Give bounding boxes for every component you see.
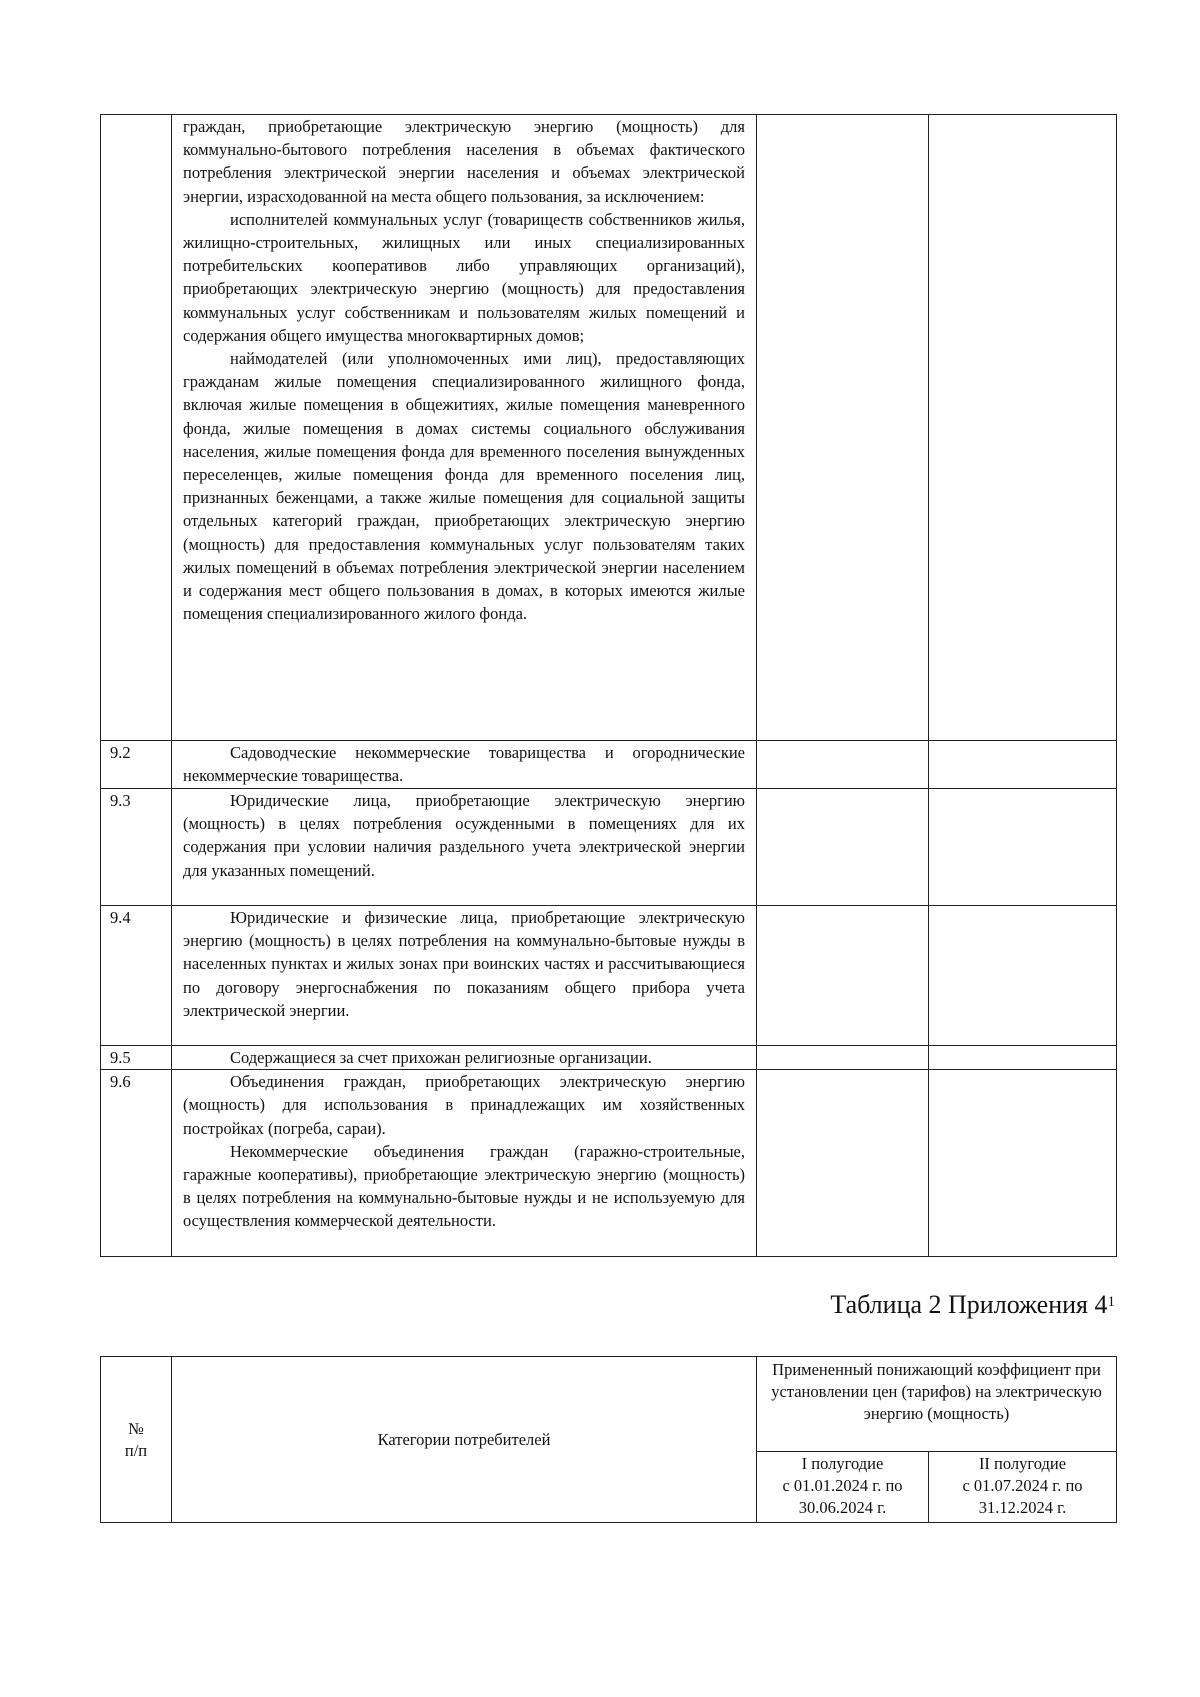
category-paragraph: Юридические лица, приобретающие электрическую энергию (мощность) в целях потребления осужденными в помещениях для их содержания при условии наличия раздельного учета электрической энергии для указанных помещений. <box>183 791 745 880</box>
coefficient-h1-cell <box>757 115 929 741</box>
period-label: II полугодие <box>978 1454 1067 1473</box>
category-paragraph: Юридические и физические лица, приобретающие электрическую энергию (мощность) в целях потребления на коммунально-бытовые нужды в населенных пунктах и жилых зонах при воинских частях и рассчитывающиеся по договору энергоснабжения по показаниям общего прибора учета электрической энергии. <box>183 908 745 1020</box>
row-number-cell: 9.5 <box>101 1046 172 1070</box>
header-number-abbrev: п/п <box>124 1440 148 1460</box>
row-number-cell: 9.6 <box>101 1070 172 1257</box>
row-number-cell: 9.3 <box>101 789 172 906</box>
category-cell <box>172 741 757 789</box>
category-cell <box>172 115 757 741</box>
row-number-cell: 9.4 <box>101 906 172 1046</box>
table-row <box>101 906 1117 1046</box>
table-row <box>101 789 1117 906</box>
coefficient-h1-cell <box>757 741 929 789</box>
coefficient-h1-cell <box>757 906 929 1046</box>
header-period-h1 <box>757 1452 929 1523</box>
caption-text: Таблица 2 Приложения 4 <box>830 1290 1108 1319</box>
category-paragraph: Объединения граждан, приобретающих электрическую энергию (мощность) для использования в принадлежащих им хозяйственных постройках (погреба, сараи). <box>183 1072 745 1138</box>
table-row <box>101 741 1117 789</box>
category-cell <box>172 906 757 1046</box>
row-number-cell <box>101 115 172 741</box>
coefficient-h2-cell <box>929 741 1117 789</box>
category-cell <box>172 789 757 906</box>
coefficient-h1-cell <box>757 1070 929 1257</box>
coefficient-h2-cell <box>929 115 1117 741</box>
consumer-categories-table-continued <box>100 114 1117 1257</box>
period-label: I полугодие <box>801 1454 884 1473</box>
category-paragraph: исполнителей коммунальных услуг (товариществ собственников жилья, жилищно-строительных, жилищных или иных специализированных потребительских кооперативов либо управляющих организаций), приобретающих электрическую энергию (мощность) для предоставления коммунальных услуг собственникам и пользователям жилых помещений и содержания общего имущества многоквартирных домов; <box>183 209 745 345</box>
period-end: 31.12.2024 г. <box>978 1498 1067 1517</box>
category-paragraph: наймодателей (или уполномоченных ими лиц), предоставляющих гражданам жилые помещения специализированного жилищного фонда, включая жилые помещения в общежитиях, жилые помещения маневренного фонда, жилые помещения в домах системы социального обслуживания населения, жилые помещения фонда для временного поселения вынужденных переселенцев, жилые помещения фонда для временного поселения лиц, признанных беженцами, а также жилые помещения для социальной защиты отдельных категорий граждан, приобретающих электрическую энергию (мощность) для предоставления коммунальных услуг пользователям таких жилых помещений в объемах потребления электрической энергии населением и содержания мест общего пользования в домах, в которых имеются жилые помещения специализированного жилого фонда. <box>183 349 745 624</box>
category-paragraph: Садоводческие некоммерческие товарищества и огороднические некоммерческие товарищества. <box>183 743 745 786</box>
table-caption <box>830 1289 1115 1321</box>
coefficient-h1-cell <box>757 1046 929 1070</box>
category-paragraph: Содержащиеся за счет прихожан религиозные организации. <box>230 1048 652 1067</box>
consumer-categories-table-header <box>100 1356 1117 1523</box>
table-row <box>101 115 1117 741</box>
coefficient-h2-cell <box>929 1070 1117 1257</box>
category-paragraph: граждан, приобретающие электрическую энергию (мощность) для коммунально-бытового потребления населения в объемах фактического потребления электрической энергии населения и объемах электрической энергии, израсходованной на места общего пользования, за исключением: <box>183 117 745 206</box>
period-start: с 01.01.2024 г. по <box>782 1476 903 1495</box>
header-coefficient-group: Примененный понижающий коэффициент при установлении цен (тарифов) на электрическую энергию (мощность) <box>757 1357 1117 1452</box>
period-start: с 01.07.2024 г. по <box>962 1476 1083 1495</box>
coefficient-h2-cell <box>929 906 1117 1046</box>
header-number-sign: № <box>128 1418 144 1438</box>
header-category-cell: Категории потребителей <box>172 1357 757 1523</box>
header-row <box>101 1357 1117 1452</box>
coefficient-h2-cell <box>929 789 1117 906</box>
category-cell <box>172 1070 757 1257</box>
category-paragraph: Некоммерческие объединения граждан (гаражно-строительные, гаражные кооперативы), приобретающие электрическую энергию (мощность) в целях потребления на коммунально-бытовые нужды и не используемую для осуществления коммерческой деятельности. <box>183 1141 745 1231</box>
header-number-cell <box>101 1357 172 1523</box>
period-end: 30.06.2024 г. <box>798 1498 887 1517</box>
table-row <box>101 1070 1117 1257</box>
category-cell <box>172 1046 757 1070</box>
coefficient-h1-cell <box>757 789 929 906</box>
row-number-cell: 9.2 <box>101 741 172 789</box>
header-period-h2 <box>929 1452 1117 1523</box>
caption-superscript: 1 <box>1107 1294 1115 1310</box>
coefficient-h2-cell <box>929 1046 1117 1070</box>
table-row <box>101 1046 1117 1070</box>
